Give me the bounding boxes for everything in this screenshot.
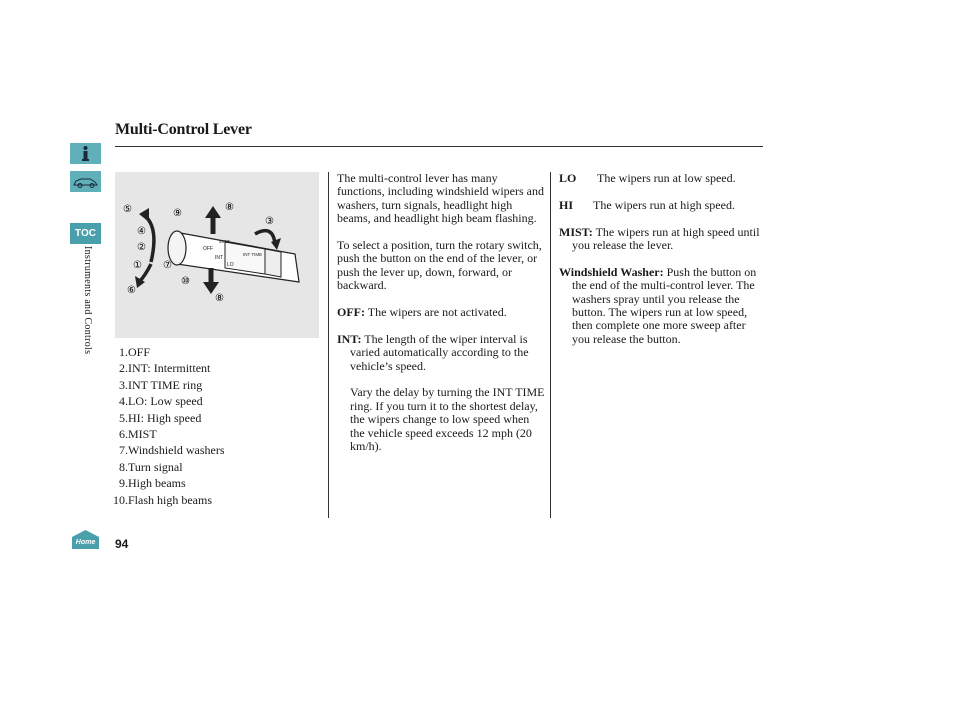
legend-item: 7.Windshield washers bbox=[119, 443, 225, 458]
lever-label-lo: LO bbox=[227, 262, 234, 268]
legend-item: 9.High beams bbox=[119, 476, 186, 491]
legend-item: 10.Flash high beams bbox=[113, 492, 212, 507]
callout-9: ⑨ bbox=[173, 208, 182, 219]
intro-paragraph: The multi-control lever has many functions, including windshield wipers and washers, turn signals, headlight high beams, and headlight high beam flashing. bbox=[337, 171, 544, 226]
vehicle-tab[interactable] bbox=[70, 171, 101, 192]
wiper-up-arrow bbox=[145, 216, 154, 262]
body-column-2 bbox=[337, 172, 545, 467]
lever-label-mist: MIST bbox=[219, 239, 230, 244]
off-definition: OFF: The wipers are not activated. bbox=[337, 305, 507, 320]
section-label: Instruments and Controls bbox=[82, 246, 93, 355]
info-tab[interactable] bbox=[70, 143, 101, 164]
legend-item: 3.INT TIME ring bbox=[119, 377, 203, 392]
legend-item: 1.OFF bbox=[119, 345, 151, 359]
home-button[interactable] bbox=[70, 529, 101, 549]
lever-label-int-time: INT TIME bbox=[243, 252, 263, 257]
callout-5: ⑤ bbox=[123, 204, 132, 215]
mist-definition: MIST: The wipers run at high speed until you release the lever. bbox=[559, 224, 760, 252]
int-definition: INT: The length of the wiper interval is varied automatically according to the vehicle’s speed. bbox=[337, 331, 529, 373]
legend-item: 6.MIST bbox=[119, 427, 157, 442]
int-time-paragraph: Vary the delay by turning the INT TIME ring. If you turn it to the shortest delay, the wipers change to low speed when the vehicle speed exceeds 12 mph (20 km/h). bbox=[350, 385, 545, 454]
toc-button[interactable]: TOC bbox=[70, 223, 101, 244]
callout-4: ④ bbox=[137, 226, 146, 237]
hi-definition: HI The wipers run at high speed. bbox=[559, 197, 735, 212]
lever-label-off: OFF bbox=[203, 246, 213, 252]
car-icon bbox=[70, 171, 101, 192]
multi-control-lever-diagram bbox=[115, 172, 319, 338]
page-title: Multi-Control Lever bbox=[115, 121, 252, 138]
washer-definition: Windshield Washer: Push the button on the end of the multi-control lever. The washers spray until you release the button. The wipers run at low speed, then complete one more sweep after you release the button. bbox=[559, 264, 757, 346]
home-icon bbox=[70, 529, 101, 549]
lever-illustration bbox=[115, 172, 319, 338]
callout-8: ⑧ bbox=[225, 202, 234, 213]
callout-3: ③ bbox=[265, 216, 274, 227]
legend-item: 5.HI: High speed bbox=[119, 410, 202, 425]
lo-definition: LO The wipers run at low speed. bbox=[559, 171, 736, 185]
callout-10: ⑩ bbox=[181, 276, 190, 287]
callout-7: ⑦ bbox=[163, 260, 172, 271]
callout-8-lower: ⑧ bbox=[215, 293, 224, 304]
legend-item: 8.Turn signal bbox=[119, 459, 183, 474]
column-divider bbox=[328, 172, 329, 518]
select-paragraph: To select a position, turn the rotary switch, push the button on the end of the lever, or push the lever up, down, forward, or backward. bbox=[337, 238, 542, 293]
legend-item: 4.LO: Low speed bbox=[119, 394, 203, 409]
callout-6: ⑥ bbox=[127, 285, 136, 296]
page-number: 94 bbox=[115, 537, 129, 551]
svg-text:Home: Home bbox=[75, 539, 96, 546]
legend-item: 2.INT: Intermittent bbox=[119, 361, 211, 376]
callout-1: ① bbox=[133, 260, 142, 271]
body-column-3 bbox=[559, 172, 763, 360]
diagram-legend bbox=[112, 344, 225, 508]
column-divider bbox=[550, 172, 551, 518]
title-divider bbox=[115, 146, 763, 147]
info-icon bbox=[70, 143, 101, 164]
callout-2: ② bbox=[137, 242, 146, 253]
lever-label-int: INT bbox=[215, 255, 224, 261]
